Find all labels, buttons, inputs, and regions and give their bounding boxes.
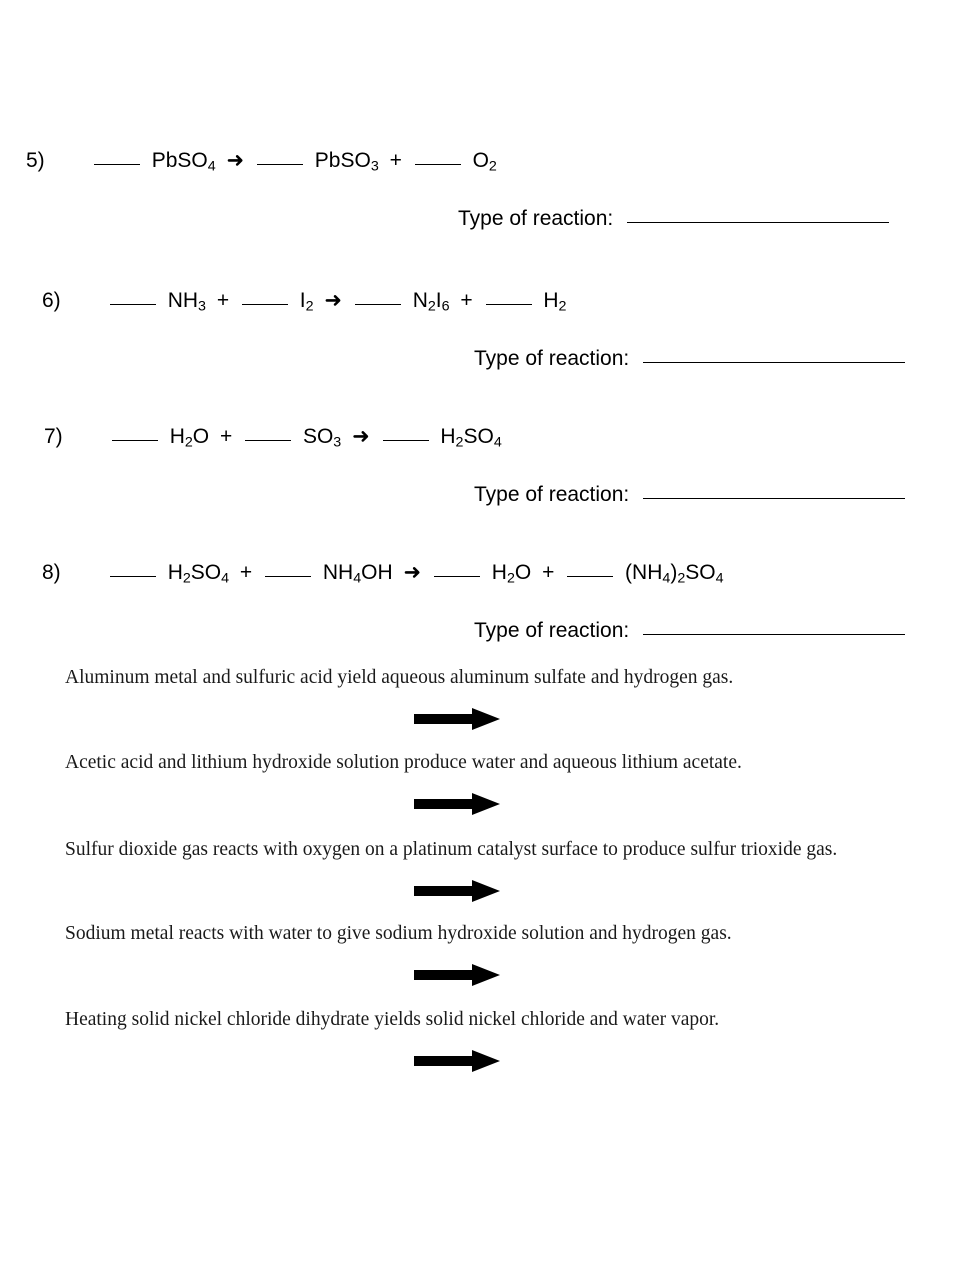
type-of-reaction-label: Type of reaction: [474, 346, 630, 370]
word-equation-text: Aluminum metal and sulfuric acid yield aqueous aluminum sulfate and hydrogen gas. [65, 667, 734, 688]
reaction-arrow-icon: ➜ [324, 289, 342, 312]
plus-sign: + [219, 425, 233, 448]
coefficient-blank[interactable] [383, 425, 429, 441]
type-of-reaction-line [0, 618, 979, 644]
formula-PbSO3: PbSO$_3$ [314, 149, 379, 175]
equation-block-5 [0, 148, 979, 232]
word-equation-text: Sodium metal reacts with water to give sodium hydroxide solution and hydrogen gas. [65, 923, 732, 944]
formula-H2O: $H_2O$ [491, 561, 532, 587]
equation-number: 6) [42, 289, 61, 312]
plus-sign: + [389, 149, 402, 172]
type-of-reaction-line [0, 346, 979, 372]
word-equation-item [0, 1008, 979, 1074]
word-equation-text: Acetic acid and lithium hydroxide solution produce water and aqueous lithium acetate. [65, 752, 742, 773]
formula-NH3: $NH_3$ [167, 289, 206, 315]
equation-block-7 [0, 424, 979, 508]
coefficient-blank[interactable] [257, 149, 303, 165]
formula-H2O: $H_2O$ [169, 425, 210, 451]
formula-H2: $H_2$ [543, 289, 567, 315]
coefficient-blank[interactable] [355, 289, 401, 305]
equation-line [0, 288, 979, 320]
right-arrow-icon [414, 791, 500, 817]
coefficient-blank[interactable] [486, 289, 532, 305]
equation-number: 8) [42, 561, 61, 584]
equation-number: 7) [44, 425, 63, 448]
type-of-reaction-line [0, 206, 979, 232]
word-equation-item [0, 838, 979, 904]
type-of-reaction-label: Type of reaction: [458, 206, 614, 230]
type-of-reaction-label: Type of reaction: [474, 482, 630, 506]
equation-number: 5) [26, 149, 45, 172]
coefficient-blank[interactable] [415, 149, 461, 165]
formula-H2SO4: $H_2SO_4$ [167, 561, 230, 587]
coefficient-blank[interactable] [265, 561, 311, 577]
equation-block-8 [0, 560, 979, 644]
formula-NH4OH: $NH_4OH$ [322, 561, 393, 587]
word-equation-text [0, 838, 979, 862]
formula-PbSO4: PbSO$_4$ [151, 149, 216, 175]
reaction-arrow-icon: ➜ [403, 561, 422, 584]
type-of-reaction-blank[interactable] [643, 348, 905, 363]
type-of-reaction-line [0, 482, 979, 508]
type-of-reaction-blank[interactable] [643, 484, 905, 499]
plus-sign: + [542, 561, 555, 584]
right-arrow-icon [414, 1048, 500, 1074]
equation-line [0, 424, 979, 456]
formula-SO3: $SO_3$ [302, 425, 342, 451]
plus-sign: + [216, 289, 230, 312]
coefficient-blank[interactable] [110, 289, 156, 305]
formula-H2SO4: $H_2SO_4$ [440, 425, 502, 451]
equation-line [0, 148, 979, 180]
type-of-reaction-blank[interactable] [627, 208, 889, 223]
right-arrow-icon [414, 706, 500, 732]
formula-I2: $I_2$ [299, 289, 314, 315]
word-equation-text-part: Sulfur dioxide gas reacts with oxygen on a platinum catalyst surface to produce sulfur trioxide gas. [65, 839, 838, 860]
reaction-arrow-icon: ➜ [352, 425, 370, 448]
coefficient-blank[interactable] [434, 561, 480, 577]
formula-NH4-2-SO4: $(NH_4)_2SO_4$ [625, 561, 724, 587]
coefficient-blank[interactable] [245, 425, 291, 441]
word-equation-text: Heating solid nickel chloride dihydrate yields solid nickel chloride and water vapor. [65, 1009, 720, 1030]
word-equation-item [0, 751, 979, 817]
coefficient-blank[interactable] [567, 561, 613, 577]
coefficient-blank[interactable] [94, 149, 140, 165]
right-arrow-icon [414, 962, 500, 988]
coefficient-blank[interactable] [110, 561, 156, 577]
plus-sign: + [239, 561, 253, 584]
word-equation-item [0, 666, 979, 732]
coefficient-blank[interactable] [112, 425, 158, 441]
equation-line [0, 560, 979, 592]
reaction-arrow-icon: ➜ [226, 149, 245, 172]
formula-N2I6: $N_2I_6$ [412, 289, 450, 315]
type-of-reaction-blank[interactable] [643, 620, 905, 635]
word-equation-item [0, 922, 979, 988]
type-of-reaction-label: Type of reaction: [474, 618, 630, 642]
formula-O2: $O_2$ [472, 149, 497, 175]
coefficient-blank[interactable] [242, 289, 288, 305]
right-arrow-icon [414, 878, 500, 904]
plus-sign: + [460, 289, 473, 312]
equation-block-6 [0, 288, 979, 372]
